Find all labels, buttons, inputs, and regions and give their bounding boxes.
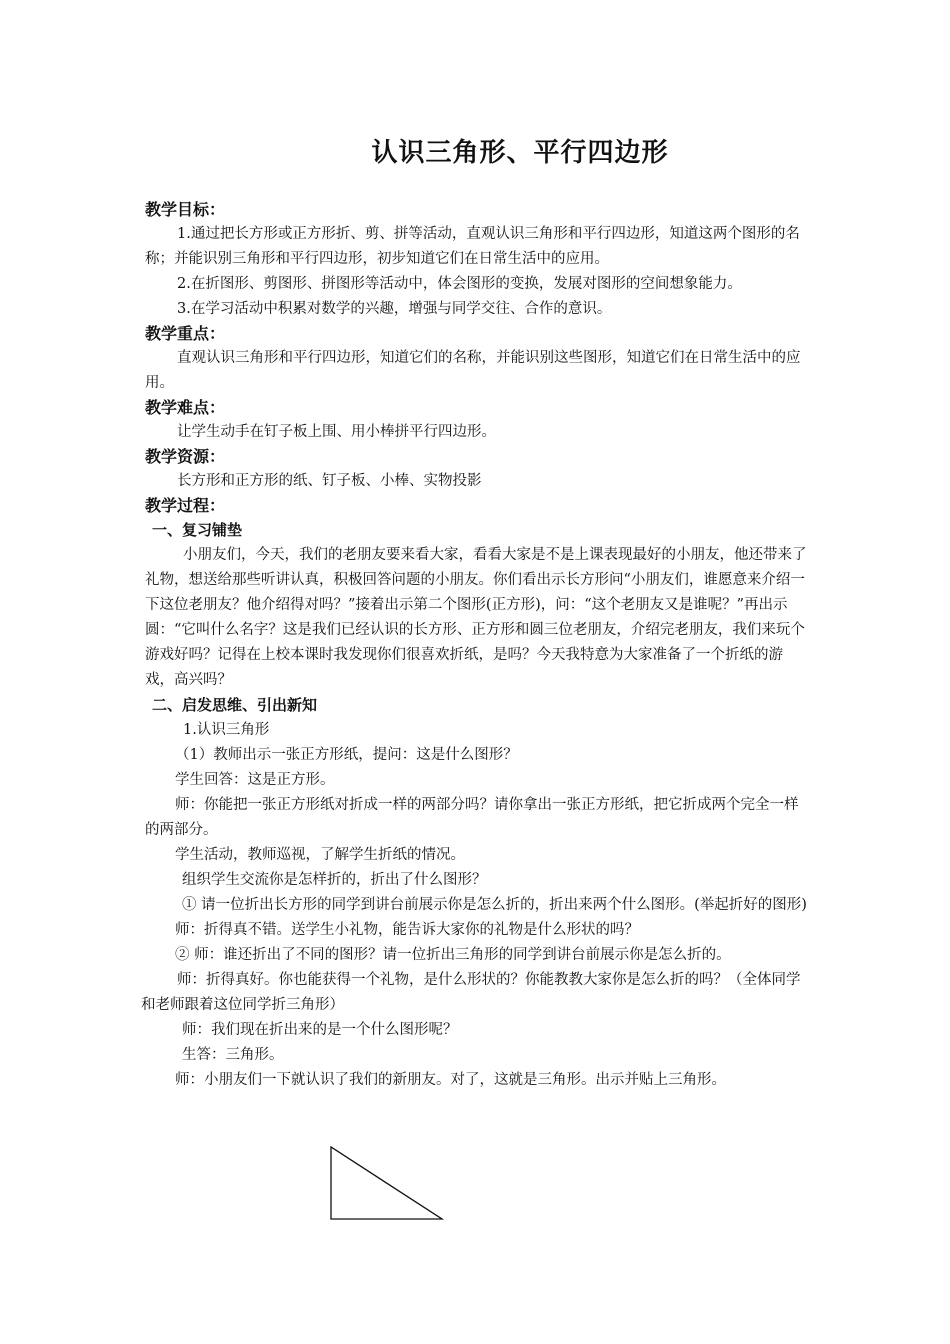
difficulties-text: 让学生动手在钉子板上围、用小棒拼平行四边形。 bbox=[177, 424, 496, 440]
process-line: 师：我们现在折出来的是一个什么图形呢？ bbox=[182, 1022, 458, 1038]
process-line: 组织学生交流你是怎样折的，折出了什么图形？ bbox=[182, 872, 487, 888]
page-title: 认识三角形、平行四边形 bbox=[371, 138, 669, 168]
process-line: 学生回答：这是正方形。 bbox=[175, 772, 335, 788]
process-line: 生答：三角形。 bbox=[182, 1047, 284, 1063]
process-heading: 教学过程： bbox=[145, 496, 226, 515]
resources-heading: 教学资源： bbox=[145, 447, 226, 466]
objective-item: 1.通过把长方形或正方形折、剪、拼等活动，直观认识三角形和平行四边形，知道这两个图形的名称；并能识别三角形和平行四边形，初步知道它们在日常生活中的应用。 bbox=[145, 226, 800, 267]
triangle-figure bbox=[328, 1144, 448, 1224]
resources-text: 长方形和正方形的纸、钉子板、小棒、实物投影 bbox=[177, 473, 482, 489]
section-review-text: 小朋友们，今天，我们的老朋友要来看大家，看看大家是不是上课表现最好的小朋友，他还带来了礼物，想送给那些听讲认真，积极回答问题的小朋友。你们看出示长方形问“小朋友们，谁愿意来介绍一下这位老朋友？他介绍得对吗？”接着出示第二个图形(正方形)，问：“这个老朋友又是谁呢？”再出示圆：“它叫什么名字？这是我们已经认识的长方形、正方形和圆三位老朋友，介绍完老朋友，我们来玩个游戏好吗？记得在上校本课时我发现你们很喜欢折纸，是吗？今天我特意为大家准备了一个折纸的游戏，高兴吗？ bbox=[145, 547, 807, 688]
process-line: ② 师：谁还折出了不同的图形？请一位折出三角形的同学到讲台前展示你是怎么折的。 bbox=[175, 947, 731, 963]
process-line: 师：折得真好。你也能获得一个礼物，是什么形状的？你能教教大家你是怎么折的吗？（全体同学和老师跟着这位同学折三角形） bbox=[141, 972, 801, 1013]
key-points-text: 直观认识三角形和平行四边形，知道它们的名称，并能识别这些图形，知道它们在日常生活中的应用。 bbox=[145, 350, 801, 391]
process-line: 师：折得真不错。送学生小礼物，能告诉大家你的礼物是什么形状的吗？ bbox=[175, 922, 639, 938]
objective-item: 2.在折图形、剪图形、拼图形等活动中，体会图形的变换，发展对图形的空间想象能力。 bbox=[177, 276, 742, 292]
process-line: 师：小朋友们一下就认识了我们的新朋友。对了，这就是三角形。出示并贴上三角形。 bbox=[175, 1072, 726, 1088]
process-line: （1）教师出示一张正方形纸，提问：这是什么图形？ bbox=[175, 747, 518, 763]
document-body bbox=[141, 198, 810, 1093]
process-line: 学生活动，教师巡视，了解学生折纸的情况。 bbox=[175, 847, 465, 863]
section-new-heading: 二、启发思维、引出新知 bbox=[152, 696, 318, 714]
process-line: ① 请一位折出长方形的同学到讲台前展示你是怎么折的，折出来两个什么图形。(举起折好的图形) bbox=[182, 897, 807, 913]
objectives-heading: 教学目标： bbox=[145, 200, 226, 219]
key-points-heading: 教学重点： bbox=[145, 324, 226, 343]
difficulties-heading: 教学难点： bbox=[145, 398, 226, 417]
objective-item: 3.在学习活动中积累对数学的兴趣，增强与同学交往、合作的意识。 bbox=[177, 301, 612, 317]
process-line: 师：你能把一张正方形纸对折成一样的两部分吗？请你拿出一张正方形纸，把它折成两个完全一样的两部分。 bbox=[145, 797, 799, 838]
sub-heading-triangle: 1.认识三角形 bbox=[183, 722, 270, 738]
section-review-heading: 一、复习铺垫 bbox=[152, 521, 243, 539]
